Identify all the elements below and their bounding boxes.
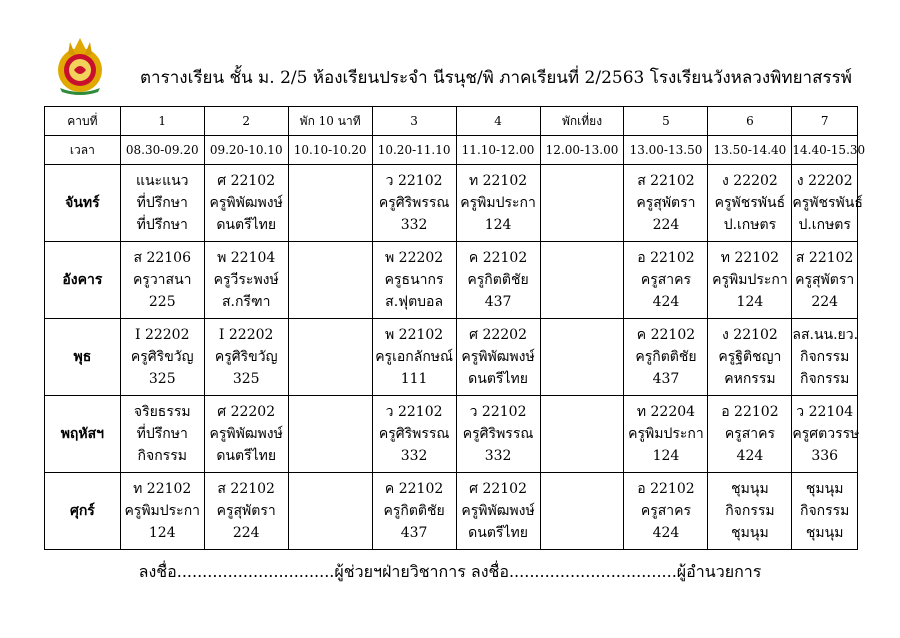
period-header-cell: 6: [708, 107, 792, 136]
timetable-cell: [372, 396, 456, 473]
day-name-cell: พุธ: [45, 319, 121, 396]
cell-text-line: พ 22104: [217, 250, 276, 266]
cell-text-line: ว 22104: [796, 404, 854, 420]
cell-text-line: ครูพิมประกา: [460, 195, 536, 211]
cell-text-line: ศ 22102: [469, 481, 527, 497]
timetable-cell: [540, 319, 624, 396]
cell-text-line: กิจกรรม: [799, 349, 850, 365]
cell-text-line: 124: [736, 294, 764, 310]
cell-text-line: 437: [400, 525, 428, 541]
page-title: ตารางเรียน ชั้น ม. 2/5 ห้องเรียนประจำ นีรนุช/พิ ภาคเรียนที่ 2/2563 โรงเรียนวังหลวงพิทยาสรรพ์: [140, 68, 852, 88]
period-header-cell: 2: [204, 107, 288, 136]
day-name-cell: จันทร์: [45, 165, 121, 242]
time-cell: 11.10-12.00: [456, 136, 540, 165]
timetable-cell: [372, 319, 456, 396]
period-header-cell: พักเที่ยง: [540, 107, 624, 136]
cell-text-line: ครูพัชรพันธ์: [792, 195, 863, 211]
timetable-cell: [708, 319, 792, 396]
cell-text-line: ครูศิริพรรณ: [378, 195, 450, 211]
cell-text-line: ครูศตวรรษ: [792, 426, 860, 442]
cell-text-line: I 22202: [134, 327, 190, 343]
cell-text-line: ว 22102: [385, 173, 443, 189]
timetable-cell: [540, 242, 624, 319]
period-header-cell: 3: [372, 107, 456, 136]
cell-text-line: ครูกิตติชัย: [383, 503, 445, 519]
cell-text-line: จริยธรรม: [133, 404, 191, 420]
cell-text-line: ครูฐิติชญา: [718, 349, 782, 365]
cell-text-line: ว 22102: [385, 404, 443, 420]
cell-text-line: ครูพิมประกา: [124, 503, 201, 519]
cell-text-line: ชุมนุม: [731, 481, 769, 497]
cell-text-line: 224: [811, 294, 839, 310]
cell-text-line: พ 22102: [384, 327, 444, 343]
cell-text-line: ดนตรีไทย: [468, 371, 528, 387]
cell-text-line: ครูพัชรพันธ์: [714, 195, 786, 211]
cell-text-line: อ 22102: [637, 250, 695, 266]
cell-text-line: ส 22102: [795, 250, 854, 266]
period-label-cell: คาบที่: [45, 107, 121, 136]
period-header-cell: พัก 10 นาที: [288, 107, 372, 136]
cell-text-line: 424: [652, 525, 680, 541]
cell-text-line: อ 22102: [721, 404, 779, 420]
cell-text-line: 424: [736, 448, 764, 464]
timetable-cell: [540, 473, 624, 550]
timetable-cell: [372, 242, 456, 319]
timetable-cell: [456, 396, 540, 473]
timetable-cell: [288, 242, 372, 319]
timetable-cell: [792, 396, 858, 473]
timetable-cell: [792, 473, 858, 550]
cell-text-line: ครูพิมประกา: [628, 426, 704, 442]
cell-text-line: ครูสุพัตรา: [795, 272, 855, 288]
timetable-cell: [120, 165, 204, 242]
timetable-cell: [372, 165, 456, 242]
day-row: [45, 242, 858, 319]
time-cell: 08.30-09.20: [120, 136, 204, 165]
cell-text-line: ง 22202: [796, 173, 853, 189]
cell-text-line: ครูสาคร: [724, 426, 775, 442]
cell-text-line: ป.เกษตร: [723, 217, 777, 233]
cell-text-line: ท 22204: [636, 404, 696, 420]
cell-text-line: ที่ปรึกษา: [136, 217, 188, 233]
timetable-cell: [792, 165, 863, 242]
cell-text-line: ครูศิริพรรณ: [462, 426, 534, 442]
timetable-cell: [624, 242, 708, 319]
cell-text-line: คหกรรม: [724, 371, 776, 387]
period-header-cell: 5: [624, 107, 708, 136]
cell-text-line: ครูสาคร: [640, 272, 692, 288]
time-row: [45, 136, 858, 165]
cell-text-line: ครูเอกลักษณ์: [375, 349, 454, 365]
timetable-cell: [204, 473, 288, 550]
cell-text-line: ครูสุพัตรา: [636, 195, 696, 211]
cell-text-line: 325: [148, 371, 176, 387]
timetable-cell: [204, 165, 288, 242]
timetable-cell: [708, 396, 792, 473]
time-cell: 12.00-13.00: [540, 136, 624, 165]
cell-text-line: 124: [652, 448, 680, 464]
cell-text-line: ครูธนากร: [384, 272, 444, 288]
timetable-cell: [708, 473, 792, 550]
cell-text-line: ครูวาสนา: [132, 272, 192, 288]
cell-text-line: ป.เกษตร: [798, 217, 851, 233]
day-row: [45, 319, 858, 396]
cell-text-line: ครูศิริขวัญ: [214, 349, 278, 365]
cell-text-line: ครูพิมประกา: [712, 272, 788, 288]
cell-text-line: 437: [484, 294, 512, 310]
period-header-cell: 4: [456, 107, 540, 136]
cell-text-line: ดนตรีไทย: [216, 217, 277, 233]
cell-text-line: ส 22102: [217, 481, 275, 497]
cell-text-line: 332: [400, 217, 428, 233]
cell-text-line: ง 22202: [722, 173, 778, 189]
timetable-cell: [288, 319, 372, 396]
cell-text-line: ศ 22202: [469, 327, 527, 343]
timetable-cell: [288, 396, 372, 473]
cell-text-line: ดนตรีไทย: [468, 525, 528, 541]
cell-text-line: กิจกรรม: [725, 503, 775, 519]
cell-text-line: ครูพิพัฒพงษ์: [209, 426, 283, 442]
timetable-cell: [120, 396, 204, 473]
cell-text-line: ง 22102: [722, 327, 778, 343]
timetable-cell: [204, 396, 288, 473]
cell-text-line: ชุมนุม: [731, 525, 769, 541]
timetable-cell: [120, 319, 204, 396]
timetable-cell: [624, 165, 708, 242]
timetable-cell: [540, 396, 624, 473]
cell-text-line: 225: [148, 294, 176, 310]
cell-text-line: 437: [652, 371, 680, 387]
day-row: [45, 473, 858, 550]
cell-text-line: ครูกิตติชัย: [467, 272, 529, 288]
cell-text-line: 124: [484, 217, 512, 233]
time-cell: 13.50-14.40: [708, 136, 792, 165]
cell-text-line: ส 22102: [637, 173, 695, 189]
cell-text-line: แนะแนว: [135, 173, 189, 189]
cell-text-line: ท 22102: [720, 250, 780, 266]
timetable-cell: [792, 242, 858, 319]
school-emblem-logo: [48, 32, 112, 96]
cell-text-line: อ 22102: [637, 481, 695, 497]
timetable-cell: [288, 473, 372, 550]
timetable-cell: [204, 319, 288, 396]
cell-text-line: ดนตรีไทย: [216, 448, 277, 464]
timetable-cell: [456, 165, 540, 242]
cell-text-line: ครูพิพัฒพงษ์: [461, 349, 535, 365]
day-row: [45, 396, 858, 473]
day-name-cell: ศุกร์: [45, 473, 121, 550]
cell-text-line: ครูพิพัฒพงษ์: [209, 195, 283, 211]
timetable-cell: [120, 473, 204, 550]
cell-text-line: ว 22102: [469, 404, 527, 420]
cell-text-line: ศ 22102: [217, 173, 276, 189]
timetable-cell: [624, 473, 708, 550]
cell-text-line: 424: [652, 294, 680, 310]
cell-text-line: ค 22102: [636, 327, 696, 343]
period-header-cell: 7: [792, 107, 858, 136]
timetable-cell: [288, 165, 372, 242]
cell-text-line: ครูพิพัฒพงษ์: [461, 503, 535, 519]
signature-footer: ลงชื่อ...............................ผู้ช่วยฯฝ่ายวิชาการ ลงชื่อ.................................ผู้อำนวยการ: [138, 562, 762, 581]
time-cell: 14.40-15.30: [792, 136, 858, 165]
time-cell: 09.20-10.10: [204, 136, 288, 165]
time-label-cell: เวลา: [45, 136, 121, 165]
time-cell: 10.10-10.20: [288, 136, 372, 165]
cell-text-line: ชุมนุม: [805, 525, 844, 541]
cell-text-line: ครูวีระพงษ์: [213, 272, 279, 288]
cell-text-line: 332: [484, 448, 512, 464]
timetable-cell: [120, 242, 204, 319]
cell-text-line: ครูสุพัตรา: [216, 503, 276, 519]
timetable-cell: [456, 319, 540, 396]
cell-text-line: 111: [400, 371, 428, 387]
cell-text-line: ครูสาคร: [640, 503, 692, 519]
cell-text-line: ลส.นน.ยว.: [792, 327, 859, 343]
timetable: [44, 106, 866, 550]
period-header-cell: 1: [120, 107, 204, 136]
period-header-row: [45, 107, 858, 136]
cell-text-line: ส.กรีฑา: [221, 294, 271, 310]
cell-text-line: I 22202: [218, 327, 274, 343]
timetable-cell: [624, 396, 708, 473]
cell-text-line: ค 22102: [384, 481, 444, 497]
cell-text-line: ส 22106: [133, 250, 191, 266]
timetable-cell: [204, 242, 288, 319]
cell-text-line: กิจกรรม: [137, 448, 187, 464]
day-name-cell: พฤหัสฯ: [45, 396, 121, 473]
timetable-cell: [372, 473, 456, 550]
cell-text-line: 224: [232, 525, 260, 541]
timetable-cell: [708, 242, 792, 319]
time-cell: 13.00-13.50: [624, 136, 708, 165]
cell-text-line: ท 22102: [133, 481, 192, 497]
timetable-cell: [792, 319, 858, 396]
timetable-cell: [456, 242, 540, 319]
cell-text-line: 224: [652, 217, 680, 233]
cell-text-line: ส.ฟุตบอล: [385, 294, 444, 310]
timetable-cell: [540, 165, 624, 242]
cell-text-line: ครูศิริพรรณ: [378, 426, 450, 442]
cell-text-line: ที่ปรึกษา: [136, 195, 188, 211]
cell-text-line: กิจกรรม: [799, 371, 850, 387]
cell-text-line: ท 22102: [468, 173, 528, 189]
cell-text-line: ครูกิตติชัย: [635, 349, 697, 365]
cell-text-line: พ 22202: [384, 250, 444, 266]
cell-text-line: ที่ปรึกษา: [136, 426, 188, 442]
cell-text-line: ครูศิริขวัญ: [130, 349, 194, 365]
time-cell: 10.20-11.10: [372, 136, 456, 165]
cell-text-line: 332: [400, 448, 428, 464]
day-row: [45, 165, 858, 242]
timetable-cell: [624, 319, 708, 396]
cell-text-line: ศ 22202: [217, 404, 276, 420]
cell-text-line: ค 22102: [468, 250, 528, 266]
cell-text-line: 325: [232, 371, 260, 387]
cell-text-line: 124: [148, 525, 176, 541]
timetable-cell: [708, 165, 792, 242]
cell-text-line: ชุมนุม: [805, 481, 844, 497]
timetable-cell: [456, 473, 540, 550]
cell-text-line: กิจกรรม: [799, 503, 850, 519]
cell-text-line: 336: [811, 448, 839, 464]
day-name-cell: อังคาร: [45, 242, 121, 319]
